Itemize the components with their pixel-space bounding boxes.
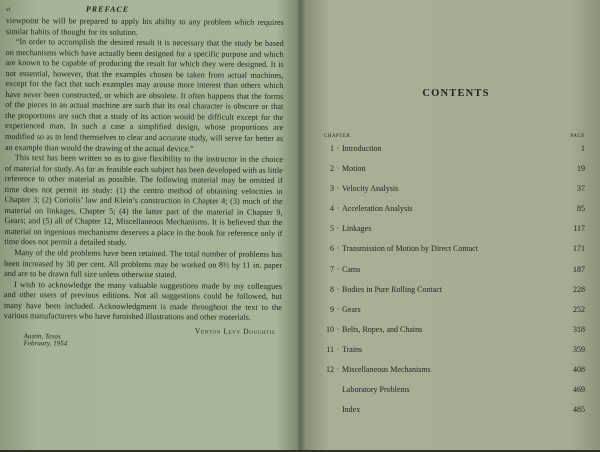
chapter-page: 85 bbox=[577, 204, 585, 214]
chapter-number: 1 bbox=[330, 144, 334, 153]
chapter-number: 10 bbox=[326, 324, 334, 334]
chapter-number: 8 bbox=[330, 284, 334, 294]
toc-entry bbox=[324, 204, 588, 224]
chapter-title: Gears bbox=[342, 304, 361, 314]
toc-entry bbox=[324, 144, 588, 164]
chapter-title: Index bbox=[342, 405, 361, 415]
chapter-number: 4 bbox=[330, 204, 334, 214]
chapter-page: 252 bbox=[573, 304, 585, 314]
chapter-number: 3 bbox=[330, 184, 334, 194]
chapter-page: 19 bbox=[577, 164, 585, 174]
separator-dot: · bbox=[336, 324, 340, 334]
toc-entry bbox=[324, 325, 588, 345]
separator-dot: · bbox=[336, 264, 340, 274]
chapter-title: Introduction bbox=[342, 144, 382, 153]
chapter-title: Miscellaneous Mechanisms bbox=[342, 365, 431, 375]
toc-entry bbox=[324, 345, 588, 365]
chapter-number: 5 bbox=[330, 224, 334, 234]
toc-entry bbox=[324, 224, 588, 244]
page-column-label: PAGE bbox=[570, 134, 585, 139]
chapter-page: 408 bbox=[573, 365, 585, 375]
preface-page bbox=[0, 0, 298, 452]
separator-dot: · bbox=[336, 344, 340, 354]
separator-dot: · bbox=[336, 184, 340, 194]
chapter-title: Velocity Analysis bbox=[342, 184, 399, 194]
toc-list bbox=[324, 144, 588, 425]
separator-dot: · bbox=[336, 365, 340, 375]
place-line: Austin, Texas bbox=[23, 332, 61, 341]
chapter-number: 9 bbox=[330, 304, 334, 314]
separator-dot: · bbox=[336, 244, 340, 254]
chapter-number: 2 bbox=[330, 164, 334, 174]
toc-entry bbox=[324, 244, 588, 264]
separator-dot: · bbox=[336, 284, 340, 294]
chapter-page: 1 bbox=[581, 144, 585, 153]
preface-text bbox=[4, 16, 284, 324]
chapter-page: 228 bbox=[573, 284, 585, 294]
toc-entry bbox=[324, 385, 588, 405]
toc-entry bbox=[324, 184, 588, 204]
chapter-title: Acceleration Analysis bbox=[342, 204, 413, 214]
toc-entry bbox=[324, 405, 588, 425]
chapter-page: 117 bbox=[573, 224, 585, 234]
toc-entry bbox=[324, 305, 588, 325]
toc-entry bbox=[324, 265, 588, 285]
separator-dot: · bbox=[336, 144, 340, 153]
chapter-title: Linkages bbox=[342, 224, 372, 234]
toc-entry bbox=[324, 164, 588, 184]
chapter-title: Belts, Ropes, and Chains bbox=[342, 324, 423, 334]
chapter-title: Trains bbox=[342, 344, 363, 354]
toc-column-headers bbox=[324, 134, 588, 139]
toc-entry bbox=[324, 285, 588, 305]
chapter-page: 171 bbox=[573, 244, 585, 254]
chapter-page: 187 bbox=[573, 264, 585, 274]
running-head-title: PREFACE bbox=[85, 4, 130, 14]
chapter-number: 12 bbox=[326, 365, 334, 375]
date-line: February, 1954 bbox=[23, 339, 68, 348]
paragraph: Many of the old problems have been retained. The total number of problems has been increased by 30 per cent. All problems may be worked on 8½ by 11 in. paper and are to be drawn full size unless otherwise stated. bbox=[4, 248, 283, 280]
chapter-page: 37 bbox=[577, 184, 585, 194]
author-signature: Venton Levy Doughtie bbox=[194, 326, 276, 336]
chapter-page: 359 bbox=[573, 344, 585, 354]
chapter-page: 469 bbox=[573, 385, 585, 395]
separator-dot: · bbox=[336, 204, 340, 214]
chapter-number: 11 bbox=[326, 344, 334, 354]
chapter-title: Bodies in Pure Rolling Contact bbox=[342, 284, 442, 294]
separator-dot: · bbox=[336, 224, 340, 234]
chapter-number: 7 bbox=[330, 264, 334, 274]
page-number: vi bbox=[5, 7, 11, 14]
chapter-number: 6 bbox=[330, 244, 334, 254]
paragraph: viewpoint he will be prepared to apply his ability to any problem which requires similar habits of thought for its solution. bbox=[5, 16, 284, 37]
chapter-title: Laboratory Problems bbox=[342, 385, 410, 395]
separator-dot: · bbox=[336, 164, 340, 174]
chapter-title: Motion bbox=[342, 164, 366, 174]
chapter-column-label: CHAPTER bbox=[324, 134, 351, 139]
chapter-title: Cams bbox=[342, 264, 361, 274]
contents-page bbox=[302, 0, 600, 450]
chapter-title: Transmission of Motion by Direct Contact bbox=[342, 244, 478, 254]
paragraph: “In order to accomplish the desired result it is necessary that the study be based on mechanisms which have actually been designed for a specific purpose and which are known to be capable of producing the result for which they were designed. It is not essential, however, that the examples chosen be taken from actual machines, except for the fact that such examples may arouse more interest than others which have never been constructed, or which are obsolete. It often happens that the forms of the pieces in an actual machine are such that its real character is obscure or that the proportions are such that a study of its action would be difficult except for the experienced man. In such a case a simplified design, whose proportions are modified so as to lend themselves to clear and accurate study, will serve far better as an example than would the drawing of the actual device.” bbox=[4, 37, 284, 153]
contents-title: CONTENTS bbox=[422, 88, 490, 99]
chapter-page: 318 bbox=[573, 324, 585, 334]
paragraph: This text has been written so as to give flexibility to the instructor in the choice of material for study. As far as feasible each subject has been developed with as little reference to other material as possible. The following material may be omitted if time does not permit its study: (1) the centro method of obtaining velocities in Chapter 3; (2) Coriolis’ law and Klein’s construction in Chapter 4; (3) much of the material on linkages, Chapter 5; (4) the latter part of the material in Chapter 9, Gears; and (5) all of Chapter 12, Miscellaneous Mechanisms. It is believed that the material on ingenious mechanisms deserves a place in the book for reference only if time does not permit a detailed study. bbox=[4, 153, 283, 248]
toc-entry bbox=[324, 365, 588, 385]
paragraph: I wish to acknowledge the many valuable suggestions made by my colleagues and other users of previous editions. Not all suggestions could be followed, but many have been included. Acknowledgment is made throughout the text to the various manufacturers who have furnished illustrations and other materials. bbox=[3, 279, 283, 323]
separator-dot: · bbox=[336, 304, 340, 314]
chapter-page: 485 bbox=[573, 405, 585, 415]
